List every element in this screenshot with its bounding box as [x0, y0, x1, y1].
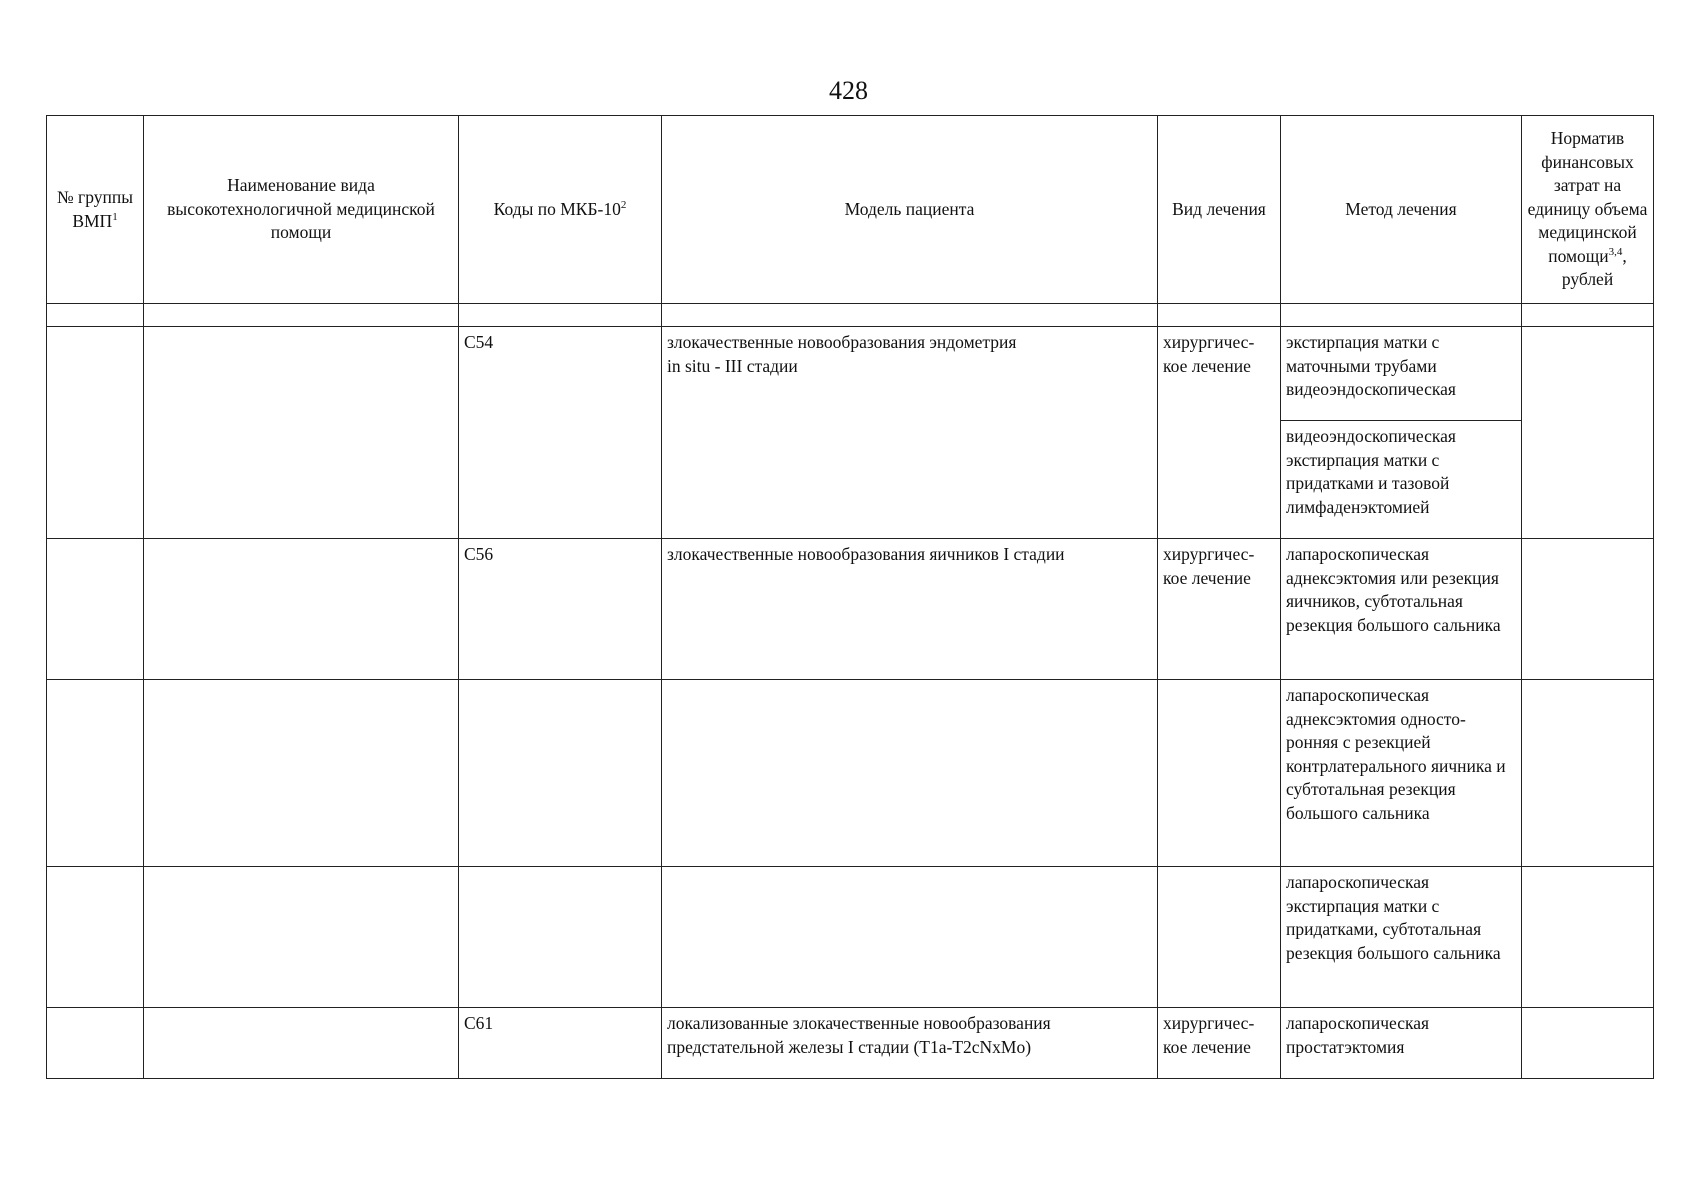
patient-model-cell: локализованные злокачественные новообразования предстательной железы I стадии (T1a-T2cNxMo): [662, 1008, 1158, 1079]
group-no-cell: [47, 539, 144, 680]
header-treatment-method: Метод лечения: [1281, 116, 1522, 304]
treatment-method-cell: экстирпация матки с маточными трубами видеоэндоскопическая: [1281, 327, 1522, 421]
table-row: [47, 327, 1654, 421]
treatment-method-cell: видеоэндоскопическая экстирпация матки с придатками и тазовой лимфаденэктомией: [1281, 421, 1522, 539]
patient-model-cell: [662, 680, 1158, 867]
name-cell: [144, 867, 459, 1008]
treatment-type-cell: [1158, 867, 1281, 1008]
page-number: 428: [829, 76, 868, 105]
group-no-cell: [47, 1008, 144, 1079]
code-cell: [459, 867, 662, 1008]
code-cell: [459, 680, 662, 867]
treatment-type-cell: хирургичес- кое лечение: [1158, 327, 1281, 539]
header-group-no: № группы ВМП$^1$: [47, 116, 144, 304]
header-cost: Норматив финансовых затрат на единицу объема медицинской помощи$^{3,4}$, рублей: [1522, 116, 1654, 304]
treatment-type-cell: хирургичес- кое лечение: [1158, 1008, 1281, 1079]
name-cell: [144, 680, 459, 867]
spacer-row: [47, 304, 1654, 327]
group-no-cell: [47, 327, 144, 539]
patient-model-cell: злокачественные новообразования эндометрия in situ - III стадии: [662, 327, 1158, 539]
treatment-method-cell: лапароскопическая простатэктомия: [1281, 1008, 1522, 1079]
name-cell: [144, 539, 459, 680]
table-row: [47, 680, 1654, 867]
table-row: [47, 1008, 1654, 1079]
cost-cell: [1522, 680, 1654, 867]
code-cell: C56: [459, 539, 662, 680]
cost-cell: [1522, 1008, 1654, 1079]
vmp-table: [46, 115, 1654, 1079]
cost-cell: [1522, 539, 1654, 680]
group-no-cell: [47, 867, 144, 1008]
group-no-cell: [47, 680, 144, 867]
patient-model-cell: злокачественные новообразования яичников I стадии: [662, 539, 1158, 680]
code-cell: C61: [459, 1008, 662, 1079]
header-codes: Коды по МКБ-$10^2$: [459, 116, 662, 304]
cost-cell: [1522, 327, 1654, 539]
header-row: [47, 116, 1654, 304]
code-cell: C54: [459, 327, 662, 539]
table-row: [47, 867, 1654, 1008]
treatment-type-cell: [1158, 680, 1281, 867]
table-row: [47, 539, 1654, 680]
cost-cell: [1522, 867, 1654, 1008]
header-patient-model: Модель пациента: [662, 116, 1158, 304]
treatment-method-cell: лапароскопическая экстирпация матки с придатками, субтотальная резекция большого сальника: [1281, 867, 1522, 1008]
header-name: Наименование вида высокотехнологичной медицинской помощи: [144, 116, 459, 304]
treatment-type-cell: хирургичес- кое лечение: [1158, 539, 1281, 680]
treatment-method-cell: лапароскопическая аднексэктомия или резекция яичников, субтотальная резекция большого сальника: [1281, 539, 1522, 680]
header-treatment-type: Вид лечения: [1158, 116, 1281, 304]
name-cell: [144, 1008, 459, 1079]
treatment-method-cell: лапароскопическая аднексэктомия односто- ронняя с резекцией контрлатерального яичника и субтотальная резекция большого сальника: [1281, 680, 1522, 867]
name-cell: [144, 327, 459, 539]
patient-model-cell: [662, 867, 1158, 1008]
